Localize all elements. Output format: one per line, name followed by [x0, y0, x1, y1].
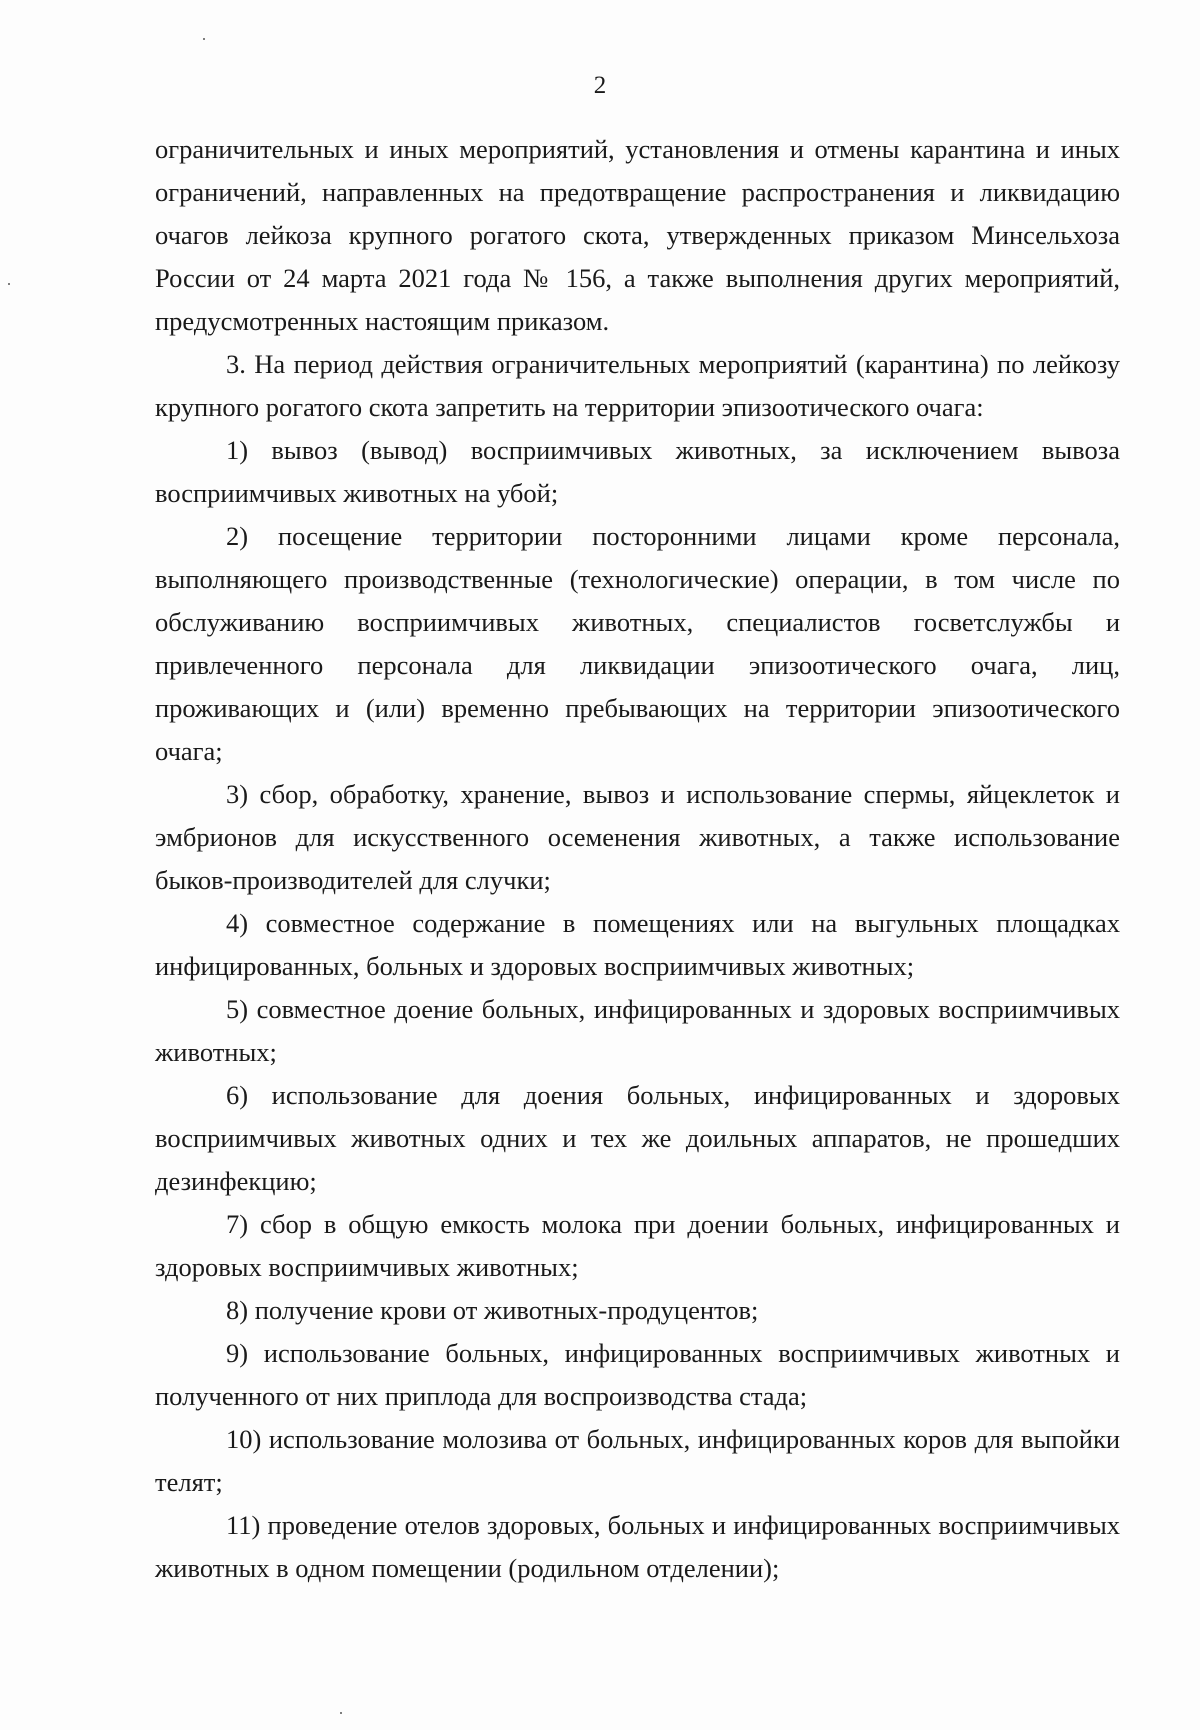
scan-speck: [8, 283, 10, 285]
paragraph-clause-3: 3. На период действия ограничительных мероприятий (карантина) по лейкозу крупного рогатого скота запретить на территории эпизоотического очага:: [155, 349, 1120, 422]
list-item-2: 2) посещение территории посторонними лицами кроме персонала, выполняющего производственные (технологические) операции, в том числе по обслуживанию восприимчивых животных, специалистов госветслужбы и привлеченного персонала для ликвидации эпизоотического очага, лиц, проживающих и (или) временно пребывающих на территории эпизоотического очага;: [155, 521, 1120, 766]
list-item-3: 3) сбор, обработку, хранение, вывоз и использование спермы, яйцеклеток и эмбрионов для искусственного осеменения животных, а также использование быков-производителей для случки;: [155, 779, 1120, 895]
scan-speck: [203, 38, 205, 40]
list-item-6: 6) использование для доения больных, инфицированных и здоровых восприимчивых животных одних и тех же доильных аппаратов, не прошедших дезинфекцию;: [155, 1080, 1120, 1196]
list-item-5: 5) совместное доение больных, инфицированных и здоровых восприимчивых животных;: [155, 994, 1120, 1067]
list-item-8: 8) получение крови от животных-продуцентов;: [226, 1295, 759, 1325]
list-item-7: 7) сбор в общую емкость молока при доении больных, инфицированных и здоровых восприимчивых животных;: [155, 1209, 1120, 1282]
page-number: 2: [593, 72, 607, 99]
list-item-4: 4) совместное содержание в помещениях или на выгульных площадках инфицированных, больных и здоровых восприимчивых животных;: [155, 908, 1120, 981]
list-item-9: 9) использование больных, инфицированных восприимчивых животных и полученного от них приплода для воспроизводства стада;: [155, 1338, 1120, 1411]
list-item-1: 1) вывоз (вывод) восприимчивых животных, за исключением вывоза восприимчивых животных на убой;: [155, 435, 1120, 508]
list-item-11: 11) проведение отелов здоровых, больных и инфицированных восприимчивых животных в одном помещении (родильном отделении);: [155, 1510, 1120, 1583]
document-body: [155, 128, 1120, 1590]
scan-speck: [340, 1712, 342, 1714]
list-item-10: 10) использование молозива от больных, инфицированных коров для выпойки телят;: [155, 1424, 1120, 1497]
paragraph-continuation: ограничительных и иных мероприятий, установления и отмены карантина и иных ограничений, направленных на предотвращение распространения и ликвидацию очагов лейкоза крупного рогатого скота, утвержденных приказом Минсельхоза России от 24 марта 2021 года № 156, а также выполнения других мероприятий, предусмотренных настоящим приказом.: [155, 134, 1120, 336]
